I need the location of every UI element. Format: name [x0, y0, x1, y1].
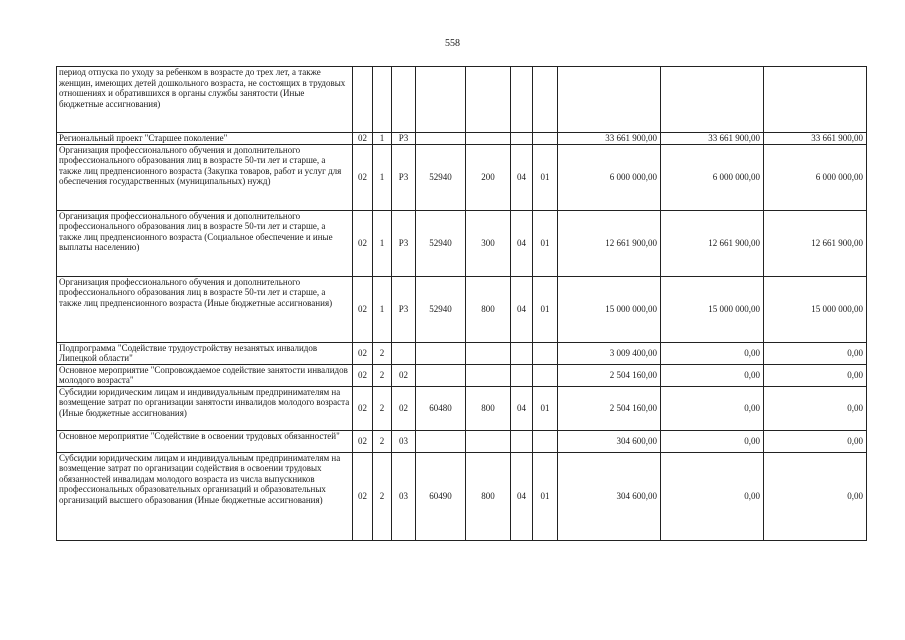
- code-subprogram: 1: [373, 133, 392, 145]
- code-measure: [392, 67, 416, 133]
- amount-year-3: 0,00: [764, 452, 867, 540]
- code-program: 02: [353, 342, 373, 364]
- code-measure: 02: [392, 364, 416, 386]
- amount-year-2: 6 000 000,00: [661, 144, 764, 210]
- code-expense-type: [466, 67, 511, 133]
- amount-year-1: 15 000 000,00: [558, 276, 661, 342]
- code-subprogram: [373, 67, 392, 133]
- amount-year-1: 304 600,00: [558, 430, 661, 452]
- code-measure: P3: [392, 276, 416, 342]
- code-direction: [416, 364, 466, 386]
- amount-year-1: 304 600,00: [558, 452, 661, 540]
- row-name: Основное мероприятие "Содействие в освоении трудовых обязанностей": [57, 430, 353, 452]
- code-direction: [416, 430, 466, 452]
- amount-year-1: 12 661 900,00: [558, 210, 661, 276]
- code-measure: [392, 342, 416, 364]
- row-name: Субсидии юридическим лицам и индивидуальным предпринимателям на возмещение затрат по организации занятости инвалидов молодого возраста (Иные бюджетные ассигнования): [57, 386, 353, 430]
- code-program: 02: [353, 276, 373, 342]
- code-section: [511, 133, 533, 145]
- code-measure: 02: [392, 386, 416, 430]
- amount-year-1: 33 661 900,00: [558, 133, 661, 145]
- code-subsection: 01: [533, 276, 558, 342]
- code-subprogram: 2: [373, 386, 392, 430]
- code-section: [511, 430, 533, 452]
- amount-year-3: 33 661 900,00: [764, 133, 867, 145]
- row-name: Организация профессионального обучения и дополнительного профессионального образования лиц в возрасте 50-ти лет и старше, а также лиц предпенсионного возраста (Закупка товаров, работ и услуг для обеспечения государственных (муниципальных) нужд): [57, 144, 353, 210]
- row-name: Организация профессионального обучения и дополнительного профессионального образования лиц в возрасте 50-ти лет и старше, а также лиц предпенсионного возраста (Социальное обеспечение и иные выплаты населению): [57, 210, 353, 276]
- budget-table: [56, 66, 867, 541]
- code-subprogram: 1: [373, 144, 392, 210]
- code-subsection: [533, 364, 558, 386]
- amount-year-2: 12 661 900,00: [661, 210, 764, 276]
- code-program: 02: [353, 144, 373, 210]
- code-expense-type: [466, 430, 511, 452]
- code-measure: 03: [392, 430, 416, 452]
- code-expense-type: [466, 133, 511, 145]
- table-row: [57, 144, 867, 210]
- amount-year-3: 0,00: [764, 386, 867, 430]
- code-direction: 60490: [416, 452, 466, 540]
- amount-year-3: 12 661 900,00: [764, 210, 867, 276]
- code-direction: 60480: [416, 386, 466, 430]
- code-direction: 52940: [416, 144, 466, 210]
- amount-year-3: 6 000 000,00: [764, 144, 867, 210]
- code-expense-type: 800: [466, 276, 511, 342]
- code-expense-type: [466, 364, 511, 386]
- amount-year-1: 3 009 400,00: [558, 342, 661, 364]
- code-section: [511, 342, 533, 364]
- code-measure: P3: [392, 210, 416, 276]
- code-measure: P3: [392, 133, 416, 145]
- code-section: 04: [511, 386, 533, 430]
- code-section: [511, 67, 533, 133]
- table-row: [57, 133, 867, 145]
- table-row: [57, 386, 867, 430]
- code-direction: [416, 133, 466, 145]
- code-subprogram: 2: [373, 342, 392, 364]
- amount-year-2: 33 661 900,00: [661, 133, 764, 145]
- code-expense-type: 800: [466, 386, 511, 430]
- code-subsection: [533, 342, 558, 364]
- amount-year-2: [661, 67, 764, 133]
- code-section: 04: [511, 452, 533, 540]
- row-name: Основное мероприятие "Сопровождаемое содействие занятости инвалидов молодого возраста": [57, 364, 353, 386]
- table-row: [57, 67, 867, 133]
- code-direction: [416, 67, 466, 133]
- amount-year-3: 0,00: [764, 430, 867, 452]
- code-subprogram: 2: [373, 452, 392, 540]
- amount-year-2: 0,00: [661, 386, 764, 430]
- row-name: Региональный проект "Старшее поколение": [57, 133, 353, 145]
- row-name: Субсидии юридическим лицам и индивидуальным предпринимателям на возмещение затрат по организации содействия в освоении трудовых обязанностей инвалидам молодого возраста из числа выпускников профессиональных образовательных организаций и образовательных организаций высшего образования (Иные бюджетные ассигнования): [57, 452, 353, 540]
- amount-year-3: 15 000 000,00: [764, 276, 867, 342]
- amount-year-2: 0,00: [661, 342, 764, 364]
- code-subprogram: 2: [373, 364, 392, 386]
- amount-year-2: 0,00: [661, 364, 764, 386]
- code-expense-type: [466, 342, 511, 364]
- code-section: [511, 364, 533, 386]
- code-section: 04: [511, 276, 533, 342]
- code-program: [353, 67, 373, 133]
- code-section: 04: [511, 210, 533, 276]
- code-program: 02: [353, 364, 373, 386]
- code-direction: [416, 342, 466, 364]
- page-number: 558: [445, 38, 460, 49]
- code-subprogram: 1: [373, 276, 392, 342]
- table-row: [57, 452, 867, 540]
- amount-year-2: 0,00: [661, 452, 764, 540]
- code-expense-type: 300: [466, 210, 511, 276]
- amount-year-3: 0,00: [764, 364, 867, 386]
- amount-year-2: 0,00: [661, 430, 764, 452]
- code-measure: P3: [392, 144, 416, 210]
- code-expense-type: 800: [466, 452, 511, 540]
- table-row: [57, 364, 867, 386]
- code-program: 02: [353, 430, 373, 452]
- code-subsection: [533, 430, 558, 452]
- code-subsection: 01: [533, 144, 558, 210]
- table-row: [57, 430, 867, 452]
- code-program: 02: [353, 133, 373, 145]
- amount-year-1: 2 504 160,00: [558, 364, 661, 386]
- row-name: период отпуска по уходу за ребенком в возрасте до трех лет, а также женщин, имеющих детей дошкольного возраста, не состоящих в трудовых отношениях и обратившихся в органы службы занятости (Иные бюджетные ассигнования): [57, 67, 353, 133]
- code-expense-type: 200: [466, 144, 511, 210]
- code-section: 04: [511, 144, 533, 210]
- row-name: Подпрограмма "Содействие трудоустройству незанятых инвалидов Липецкой области": [57, 342, 353, 364]
- amount-year-1: 2 504 160,00: [558, 386, 661, 430]
- code-program: 02: [353, 452, 373, 540]
- code-measure: 03: [392, 452, 416, 540]
- amount-year-3: 0,00: [764, 342, 867, 364]
- amount-year-1: 6 000 000,00: [558, 144, 661, 210]
- code-subsection: 01: [533, 386, 558, 430]
- code-subsection: 01: [533, 210, 558, 276]
- code-subprogram: 2: [373, 430, 392, 452]
- code-subprogram: 1: [373, 210, 392, 276]
- code-subsection: [533, 133, 558, 145]
- table-row: [57, 276, 867, 342]
- amount-year-3: [764, 67, 867, 133]
- amount-year-2: 15 000 000,00: [661, 276, 764, 342]
- table-row: [57, 210, 867, 276]
- code-program: 02: [353, 386, 373, 430]
- table-row: [57, 342, 867, 364]
- code-direction: 52940: [416, 210, 466, 276]
- code-subsection: [533, 67, 558, 133]
- row-name: Организация профессионального обучения и дополнительного профессионального образования лиц в возрасте 50-ти лет и старше, а также лиц предпенсионного возраста (Иные бюджетные ассигнования): [57, 276, 353, 342]
- code-direction: 52940: [416, 276, 466, 342]
- code-program: 02: [353, 210, 373, 276]
- amount-year-1: [558, 67, 661, 133]
- code-subsection: 01: [533, 452, 558, 540]
